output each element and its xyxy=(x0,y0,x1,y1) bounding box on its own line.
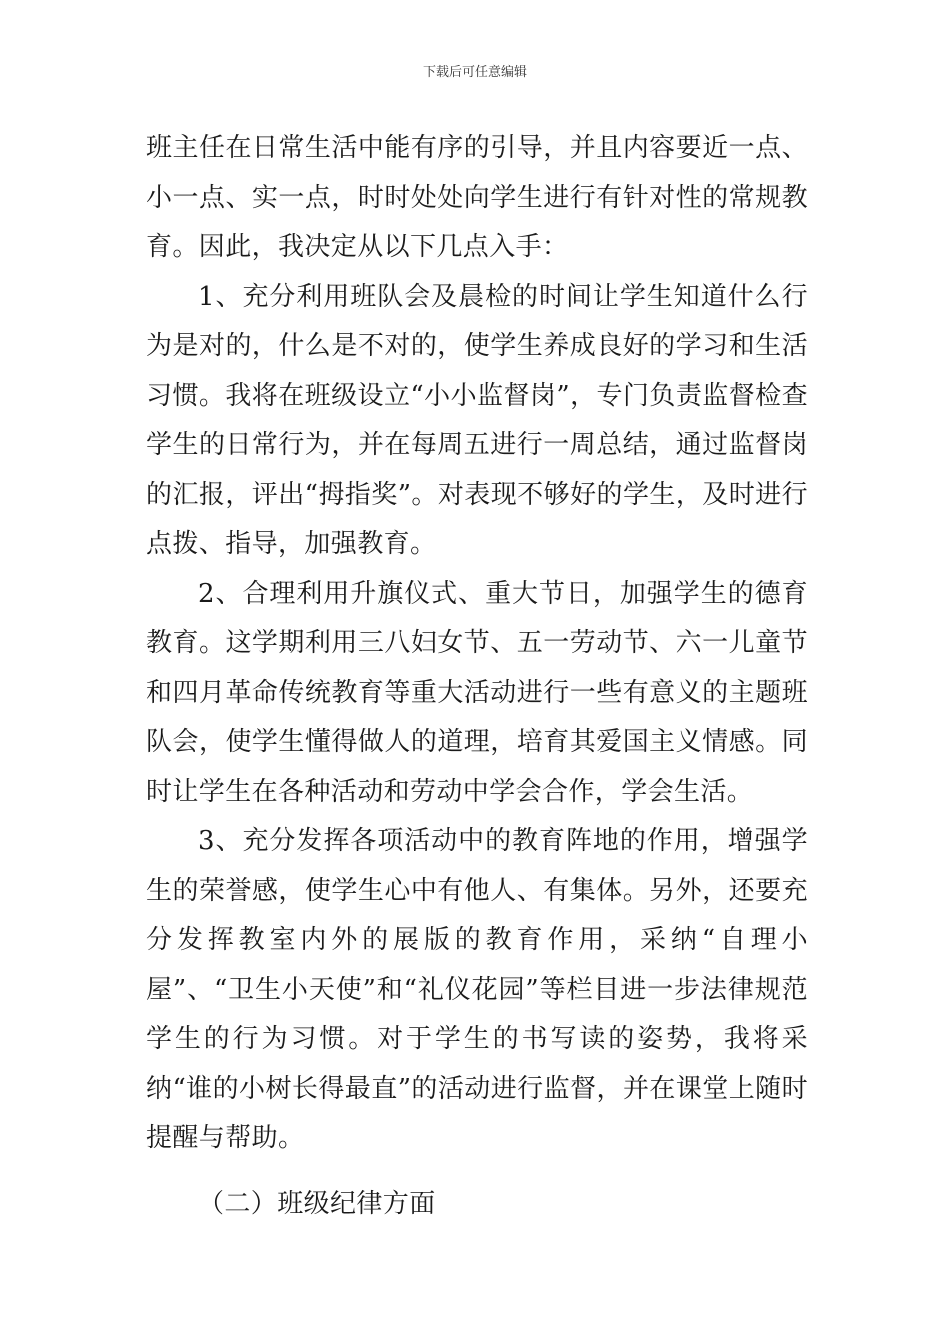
section-heading: （二）班级纪律方面 xyxy=(198,1188,436,1219)
paragraph-item-2: 2、合理利用升旗仪式、重大节日，加强学生的德育教育。这学期利用三八妇女节、五一劳动节、六一儿童节和四月革命传统教育等重大活动进行一些有意义的主题班队会，使学生懂得做人的道理，培育其爱国主义情感。同时让学生在各种活动和劳动中学会合作，学会生活。 xyxy=(146,578,808,807)
paragraph-intro: 班主任在日常生活中能有序的引导，并且内容要近一点、小一点、实一点，时时处处向学生进行有针对性的常规教育。因此，我决定从以下几点入手： xyxy=(146,133,808,262)
paragraph-item-1: 1、充分利用班队会及晨检的时间让学生知道什么行为是对的，什么是不对的，使学生养成良好的学习和生活习惯。我将在班级设立“小小监督岗”，专门负责监督检查学生的日常行为，并在每周五进行一周总结，通过监督岗的汇报，评出“拇指奖”。对表现不够好的学生，及时进行点拨、指导，加强教育。 xyxy=(146,281,808,559)
page-header: 下载后可任意编辑 xyxy=(422,65,527,80)
document-body xyxy=(146,124,808,1229)
paragraph-item-3: 3、充分发挥各项活动中的教育阵地的作用，增强学生的荣誉感，使学生心中有他人、有集体。另外，还要充分发挥教室内外的展版的教育作用，采纳“自理小屋”、“卫生小天使”和“礼仪花园”等栏目进一步法律规范学生的行为习惯。对于学生的书写读的姿势，我将采纳“谁的小树长得最直”的活动进行监督，并在课堂上随时提醒与帮助。 xyxy=(146,826,808,1153)
